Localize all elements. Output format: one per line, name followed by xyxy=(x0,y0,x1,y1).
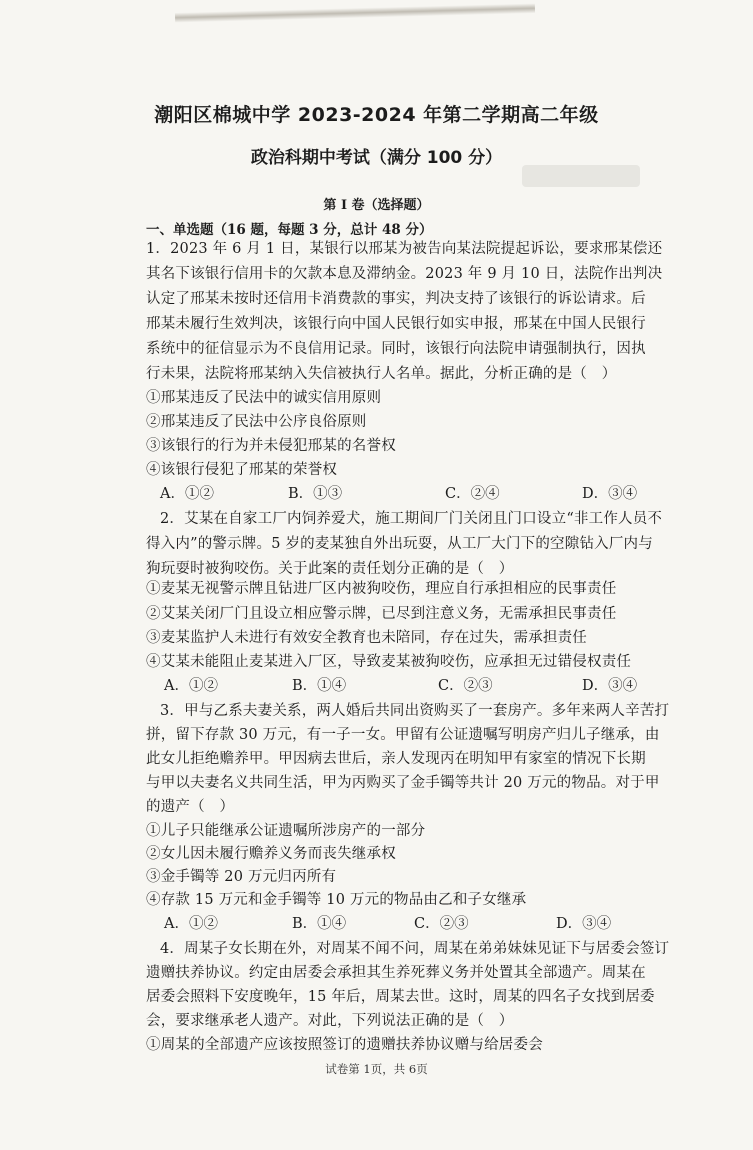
question-line: 3．甲与乙系夫妻关系，两人婚后共同出资购买了一套房产。多年来两人辛苦打 xyxy=(160,703,670,719)
exam-title: 潮阳区棉城中学 2023-2024 年第二学期高二年级 xyxy=(154,104,599,126)
option-b: B．①③ xyxy=(288,486,343,502)
statement: ③该银行的行为并未侵犯邢某的名誉权 xyxy=(146,438,396,454)
option-a: A．①② xyxy=(164,678,218,694)
statement: ①儿子只能继承公证遗嘱所涉房产的一部分 xyxy=(146,823,426,839)
statement: ④存款 15 万元和金手镯等 10 万元的物品由乙和子女继承 xyxy=(146,892,527,908)
option-c: C．②④ xyxy=(445,486,500,502)
question-line: 遗赠扶养协议。约定由居委会承担其生养死葬义务并处置其全部遗产。周某在 xyxy=(146,965,646,981)
statement: ④艾某未能阻止麦某进入厂区，导致麦某被狗咬伤，应承担无过错侵权责任 xyxy=(146,654,632,670)
page-footer: 试卷第 1页，共 6页 xyxy=(325,1062,428,1076)
question-line: 2．艾某在自家工厂内饲养爱犬，施工期间厂门关闭且门口设立“非工作人员不 xyxy=(160,511,663,527)
statement: ②艾某关闭厂门且设立相应警示牌，已尽到注意义务，无需承担民事责任 xyxy=(146,606,617,622)
part-title: 第 I 卷（选择题） xyxy=(323,198,430,213)
exam-subtitle: 政治科期中考试（满分 100 分） xyxy=(250,148,503,168)
statement: ③金手镯等 20 万元归丙所有 xyxy=(146,869,337,885)
question-line: 的遗产（ ） xyxy=(146,799,235,815)
paper-crease xyxy=(175,3,535,22)
scan-smudge xyxy=(522,165,640,187)
question-line: 认定了邢某未按时还信用卡消费款的事实，判决支持了该银行的诉讼请求。后 xyxy=(146,291,646,307)
question-line: 与甲以夫妻名义共同生活，甲为丙购买了金手镯等共计 20 万元的物品。对于甲 xyxy=(146,775,660,791)
statement: ①麦某无视警示牌且钻进厂区内被狗咬伤，理应自行承担相应的民事责任 xyxy=(146,581,617,597)
option-b: B．①④ xyxy=(292,916,347,932)
option-a: A．①② xyxy=(164,916,218,932)
statement: ③麦某监护人未进行有效安全教育也未陪同，存在过失，需承担责任 xyxy=(146,630,587,646)
question-line: 邢某未履行生效判决，该银行向中国人民银行如实申报，邢某在中国人民银行 xyxy=(146,316,646,332)
option-c: C．②③ xyxy=(414,916,469,932)
question-line: 拼，留下存款 30 万元，有一子一女。甲留有公证遗嘱写明房产归儿子继承，由 xyxy=(146,727,660,743)
question-line: 行未果，法院将邢某纳入失信被执行人名单。据此，分析正确的是（ ） xyxy=(146,366,617,382)
option-c: C．②③ xyxy=(438,678,493,694)
question-line: 4．周某子女长期在外，对周某不闻不问，周某在弟弟妹妹见证下与居委会签订 xyxy=(160,941,670,957)
section-title: 一、单选题（16 题，每题 3 分，总计 48 分） xyxy=(146,222,433,238)
option-a: A．①② xyxy=(160,486,214,502)
statement: ①邢某违反了民法中的诚实信用原则 xyxy=(146,390,382,406)
statement: ②女儿因未履行赡养义务而丧失继承权 xyxy=(146,846,396,862)
question-line: 居委会照料下安度晚年，15 年后，周某去世。这时，周某的四名子女找到居委 xyxy=(146,989,655,1005)
option-d: D．③④ xyxy=(582,678,638,694)
question-line: 得入内”的警示牌。5 岁的麦某独自外出玩耍，从工厂大门下的空隙钻入厂内与 xyxy=(146,536,653,552)
question-line: 狗玩耍时被狗咬伤。关于此案的责任划分正确的是（ ） xyxy=(146,561,514,577)
question-line: 此女儿拒绝赡养甲。甲因病去世后，亲人发现丙在明知甲有家室的情况下长期 xyxy=(146,751,646,767)
statement: ④该银行侵犯了邢某的荣誉权 xyxy=(146,462,338,478)
question-line: 1．2023 年 6 月 1 日，某银行以邢某为被告向某法院提起诉讼，要求邢某偿还 xyxy=(146,241,663,257)
statement: ①周某的全部遗产应该按照签订的遗赠扶养协议赠与给居委会 xyxy=(146,1037,543,1053)
option-b: B．①④ xyxy=(292,678,347,694)
option-d: D．③④ xyxy=(556,916,612,932)
option-d: D．③④ xyxy=(582,486,638,502)
question-line: 系统中的征信显示为不良信用记录。同时，该银行向法院申请强制执行，因执 xyxy=(146,341,646,357)
question-line: 会，要求继承老人遗产。对此，下列说法正确的是（ ） xyxy=(146,1013,514,1029)
statement: ②邢某违反了民法中公序良俗原则 xyxy=(146,414,367,430)
question-line: 其名下该银行信用卡的欠款本息及滞纳金。2023 年 9 月 10 日，法院作出判决 xyxy=(146,266,663,282)
